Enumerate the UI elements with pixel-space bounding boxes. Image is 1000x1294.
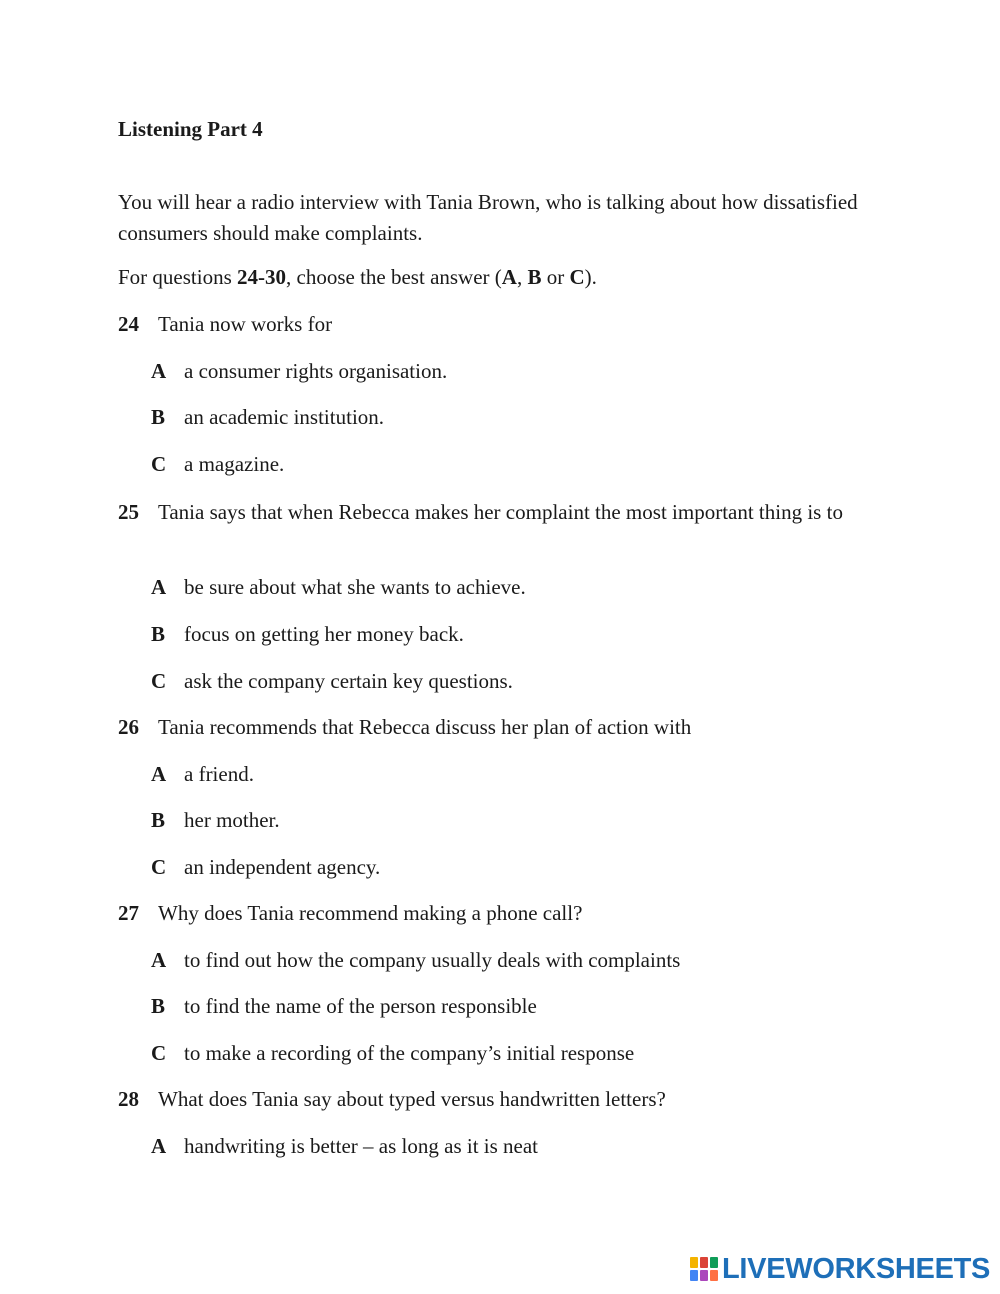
logo-text: LIVEWORKSHEETS bbox=[722, 1252, 991, 1285]
option-text: a friend. bbox=[184, 762, 254, 786]
instruction-suffix: ). bbox=[584, 265, 597, 289]
question-27 bbox=[118, 901, 582, 926]
question-25 bbox=[118, 497, 888, 528]
question-text: What does Tania say about typed versus handwritten letters? bbox=[158, 1087, 666, 1111]
instruction-prefix: For questions bbox=[118, 265, 238, 289]
option-text: a magazine. bbox=[184, 452, 285, 476]
instruction-letter-b: B bbox=[527, 265, 542, 289]
option-letter: C bbox=[151, 1041, 167, 1065]
option-25-a[interactable] bbox=[151, 575, 526, 600]
question-number: 27 bbox=[118, 901, 139, 925]
question-text: Tania now works for bbox=[158, 312, 333, 336]
option-text: an academic institution. bbox=[184, 405, 385, 429]
option-letter: B bbox=[151, 622, 166, 646]
option-letter: C bbox=[151, 855, 167, 879]
option-26-b[interactable] bbox=[151, 808, 280, 833]
question-26 bbox=[118, 715, 691, 740]
option-26-a[interactable] bbox=[151, 762, 254, 787]
option-letter: B bbox=[151, 405, 166, 429]
instruction-letter-c: C bbox=[569, 265, 585, 289]
question-number: 26 bbox=[118, 715, 139, 739]
option-24-a[interactable] bbox=[151, 359, 447, 384]
option-letter: A bbox=[151, 575, 167, 599]
instruction-range: 24-30 bbox=[237, 265, 287, 289]
question-number: 24 bbox=[118, 312, 139, 336]
option-25-b[interactable] bbox=[151, 622, 464, 647]
option-27-b[interactable] bbox=[151, 994, 537, 1019]
option-26-c[interactable] bbox=[151, 855, 380, 880]
option-27-a[interactable] bbox=[151, 948, 680, 973]
instruction-sep-2: or bbox=[541, 265, 570, 289]
instruction-text bbox=[118, 265, 597, 290]
option-27-c[interactable] bbox=[151, 1041, 634, 1066]
option-letter: C bbox=[151, 669, 167, 693]
page-title: Listening Part 4 bbox=[118, 117, 263, 141]
option-text: an independent agency. bbox=[184, 855, 381, 879]
option-24-c[interactable] bbox=[151, 452, 284, 477]
question-number: 25 bbox=[118, 500, 139, 524]
instruction-middle: , choose the best answer ( bbox=[286, 265, 502, 289]
question-28 bbox=[118, 1087, 666, 1112]
option-text: to find the name of the person responsible bbox=[184, 994, 537, 1018]
question-text: Tania recommends that Rebecca discuss her plan of action with bbox=[158, 715, 692, 739]
instruction-sep-1: , bbox=[516, 265, 528, 289]
option-letter: A bbox=[151, 359, 167, 383]
option-text: be sure about what she wants to achieve. bbox=[184, 575, 526, 599]
option-text: ask the company certain key questions. bbox=[184, 669, 513, 693]
instruction-letter-a: A bbox=[501, 265, 517, 289]
question-number: 28 bbox=[118, 1087, 139, 1111]
option-text: focus on getting her money back. bbox=[184, 622, 464, 646]
option-text: her mother. bbox=[184, 808, 280, 832]
question-text: Why does Tania recommend making a phone call? bbox=[158, 901, 583, 925]
option-text: to find out how the company usually deals with complaints bbox=[184, 948, 681, 972]
question-text: Tania says that when Rebecca makes her complaint the most important thing is to bbox=[158, 500, 843, 524]
option-letter: A bbox=[151, 948, 167, 972]
option-text: a consumer rights organisation. bbox=[184, 359, 448, 383]
liveworksheets-logo-icon bbox=[690, 1257, 718, 1281]
intro-text: You will hear a radio interview with Tania Brown, who is talking about how dissatisfied consumers should make complaints. bbox=[118, 190, 858, 245]
option-text: to make a recording of the company’s initial response bbox=[184, 1041, 635, 1065]
option-letter: C bbox=[151, 452, 167, 476]
option-28-a[interactable] bbox=[151, 1134, 538, 1159]
option-letter: A bbox=[151, 762, 167, 786]
liveworksheets-logo[interactable] bbox=[690, 1254, 990, 1284]
option-text: handwriting is better – as long as it is neat bbox=[184, 1134, 539, 1158]
question-24 bbox=[118, 312, 332, 337]
option-24-b[interactable] bbox=[151, 405, 384, 430]
option-letter: A bbox=[151, 1134, 167, 1158]
option-letter: B bbox=[151, 808, 166, 832]
option-25-c[interactable] bbox=[151, 669, 513, 694]
option-letter: B bbox=[151, 994, 166, 1018]
